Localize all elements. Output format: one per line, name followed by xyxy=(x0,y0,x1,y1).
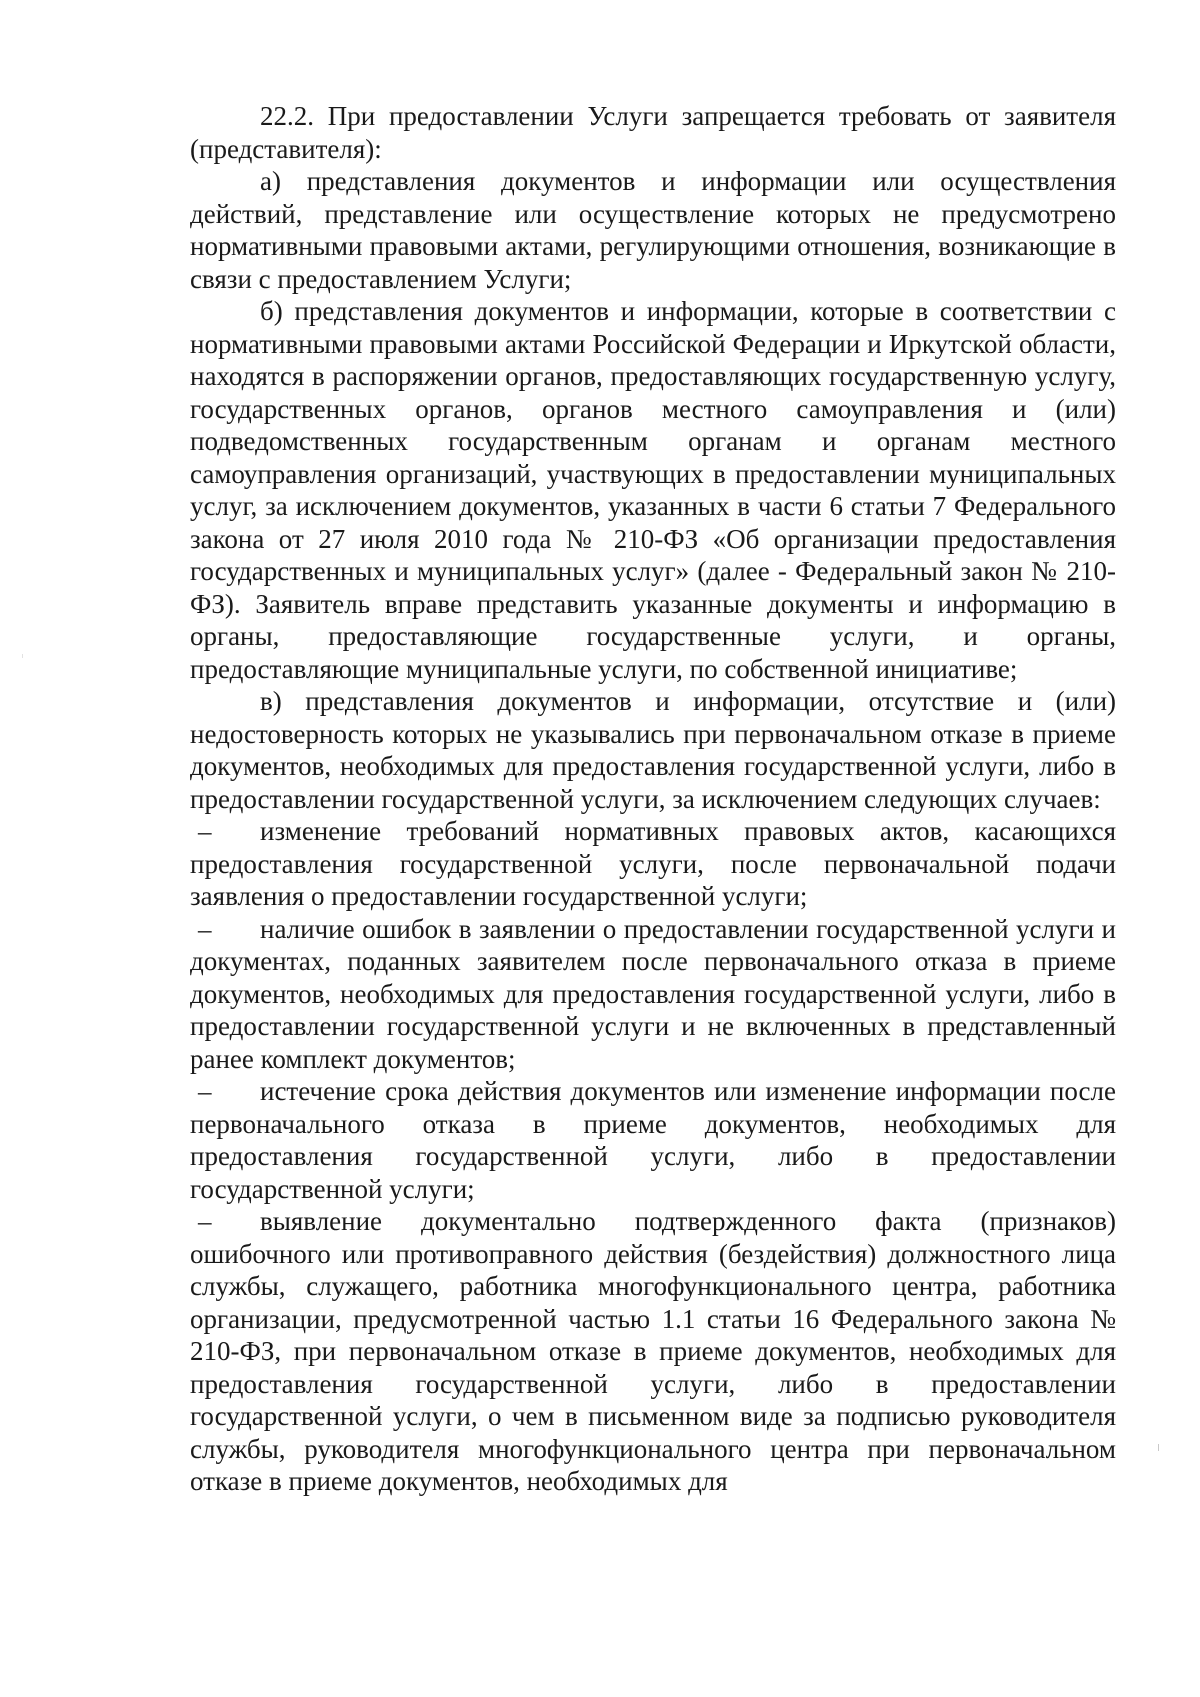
exception-item xyxy=(190,815,1116,913)
dash-bullet: – xyxy=(198,1076,212,1106)
scan-speck xyxy=(22,654,23,658)
subparagraph-letter: б) xyxy=(260,296,283,326)
dash-bullet: – xyxy=(198,913,212,944)
exception-item-text: выявление документально подтвержденного факта (признаков) ошибочного или противоправного действия (бездействия) должностного лица службы, служащего, работника многофункционального центра, работника организации, предусмотренной частью 1.1 статьи 16 Федерального закона № 210-ФЗ, при первоначальном отказе в приеме документов, необходимых для предоставления государственной услуги, либо в предоставлении государственной услуги, о чем в письменном виде за подписью руководителя службы, руководителя многофункционального центра при первоначальном отказе в приеме документов, необходимых для xyxy=(190,1206,1116,1496)
subparagraph-letter: в) xyxy=(260,686,282,716)
exception-item-text: наличие ошибок в заявлении о предоставлении государственной услуги и документах, поданных заявителем после первоначального отказа в приеме документов, необходимых для предоставления государственной услуги, либо в предоставлении государственной услуги и не включенных в представленный ранее комплект документов; xyxy=(190,913,1116,1074)
exception-item xyxy=(190,913,1116,1076)
exception-item xyxy=(190,1205,1116,1498)
exception-item-text: истечение срока действия документов или изменение информации после первоначального отказа в приеме документов, необходимых для предоставления государственной услуги, либо в предоставлении государственной услуги; xyxy=(190,1076,1116,1204)
exception-item-text: изменение требований нормативных правовых актов, касающихся предоставления государственной услуги, после первоначальной подачи заявления о предоставлении государственной услуги; xyxy=(190,816,1116,911)
subparagraph-text: представления документов и информации, отсутствие и (или) недостоверность которых не указывались при первоначальном отказе в приеме документов, необходимых для предоставления государственной услуги, либо в предоставлении государственной услуги, за исключением следующих случаев: xyxy=(190,686,1117,814)
section-paragraph-22-2 xyxy=(190,100,1116,165)
subparagraph-text: представления документов и информации, которые в соответствии с нормативными правовыми актами Российской Федерации и Иркутской области, находятся в распоряжении органов, предоставляющих государственную услугу, государственных органов, органов местного самоуправления и (или) подведомственных государственным органам и органам местного самоуправления организаций, участвующих в предоставлении муниципальных услуг, за исключением документов, указанных в части 6 статьи 7 Федерального закона от 27 июля 2010 года № 210-ФЗ «Об организации предоставления государственных и муниципальных услуг» (далее - Федеральный закон № 210-ФЗ). Заявитель вправе представить указанные документы и информацию в органы, предоставляющие государственные услуги, и органы, предоставляющие муниципальные услуги, по собственной инициативе; xyxy=(190,296,1117,684)
dash-bullet: – xyxy=(198,816,212,846)
subparagraph-a xyxy=(190,165,1116,295)
scan-speck xyxy=(1158,1444,1159,1451)
subparagraph-text: представления документов и информации или осуществления действий, представление или осуществление которых не предусмотрено нормативными правовыми актами, регулирующими отношения, возникающие в связи с предоставлением Услуги; xyxy=(190,166,1116,294)
subparagraph-v xyxy=(190,685,1116,815)
document-page xyxy=(190,100,1116,1498)
section-intro-text: При предоставлении Услуги запрещается требовать от заявителя (представителя): xyxy=(190,101,1116,164)
exception-item xyxy=(190,1075,1116,1205)
subparagraph-b xyxy=(190,295,1116,685)
dash-bullet: – xyxy=(198,1206,212,1236)
subparagraph-letter: а) xyxy=(260,166,281,196)
section-number: 22.2. xyxy=(260,101,314,131)
